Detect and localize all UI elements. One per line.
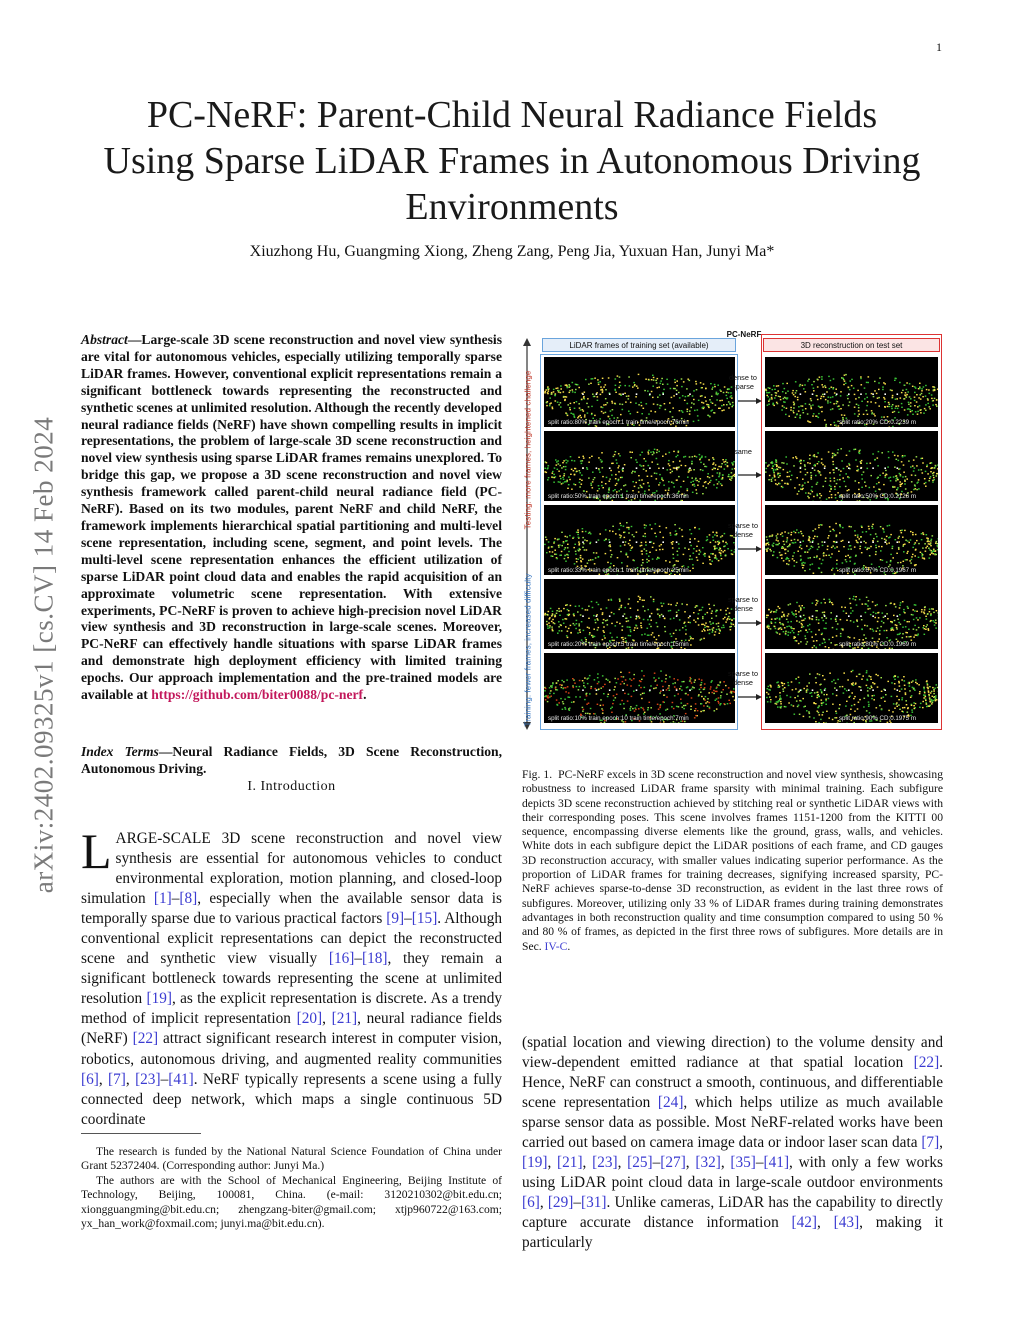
training-reconstruction-image <box>544 653 735 723</box>
training-axis-label: Training: fewer frames, increased difficulty <box>523 573 533 727</box>
right-column-text <box>522 1033 943 1253</box>
training-row-label: split ratio:50% train epoch:1 train time/epoch:36min <box>548 493 689 500</box>
text-run: , especially when the available sensor data is temporally sparse due to various practical factors <box>81 890 502 928</box>
text-run: , <box>685 1154 696 1171</box>
training-header: LiDAR frames of training set (available) <box>542 338 736 352</box>
training-row-label: split ratio:10% train epoch:10 train time/epoch:7min <box>548 715 689 722</box>
abstract <box>81 332 502 704</box>
text-run: – <box>160 1070 169 1088</box>
citation-link[interactable]: [41] <box>763 1154 790 1171</box>
transfer-mode-label: dense to sparse <box>729 373 757 391</box>
drop-cap: L <box>81 823 112 879</box>
text-run: , <box>125 1070 136 1088</box>
citation-link[interactable]: [9] <box>386 910 405 928</box>
training-reconstruction-image <box>544 431 735 501</box>
footnote-rule <box>81 1133 201 1134</box>
transfer-mode-label: sparse to dense <box>727 669 758 687</box>
text-run: . NeRF typically represents a scene using a fully connected deep network, which maps a single continuous 5D coordinate <box>81 1070 503 1128</box>
affiliation-footnote: The authors are with the School of Mechanical Engineering, Beijing Institute of Technology, Beijing, 100081, China. (e-mail: 3120210302@bit.edu.cn; xiongguangming@bit.edu.cn; zhengzang-biter@gmail.com; xtjp960722@163.com; yx_han_work@foxmail.com; junyi.ma@bit.edu.cn). <box>81 1173 502 1231</box>
text-run: – <box>573 1194 581 1211</box>
text-run: , as the explicit representation is discrete. As a trendy method of implicit representation <box>81 990 502 1028</box>
text-run: , neural radiance fields (NeRF) <box>81 1010 502 1048</box>
arxiv-sidebar <box>24 360 64 950</box>
text-run: attract significant research interest in computer vision, robotics, autonomous driving, and augmented reality communities <box>81 1030 502 1068</box>
testing-axis-label: Testing: more frames, heightened challenge <box>523 370 533 530</box>
right-arrow-icon <box>738 471 762 479</box>
text-run: , they remain a significant bottleneck towards representing the scene at unlimited resolution <box>81 950 502 1008</box>
test-row-label: split ratio:67% CD:0.1967 m <box>838 567 916 574</box>
abstract-text: —Large-scale 3D scene reconstruction and novel view synthesis are vital for autonomous vehicles, especially utilizing temporally sparse LiDAR frames. However, conventional explicit representations remain a significant bottleneck towards representing the reconstructed and synthetic scenes at unlimited resolution. Although the recently developed neural radiance fields (NeRF) have shown compelling results in implicit representations, the problem of large-scale 3D scene reconstruction and novel view synthesis using sparse LiDAR frames remains unexplored. To bridge this gap, we propose a 3D scene reconstruction and novel view synthesis framework called parent-child neural radiance field (PC-NeRF). Based on its two modules, parent NeRF and child NeRF, the framework implements hierarchical spatial partitioning and multi-level scene representation, including scene, segment, and point levels. The multi-level scene representation enhances the efficient utilization of sparse LiDAR point cloud data and enables the rapid acquisition of an approximate volumetric scene representation. With extensive experiments, PC-NeRF is proven to achieve high-precision novel LiDAR view synthesis and 3D reconstruction in large-scale scenes. Moreover, PC-NeRF can effectively handle situations with sparse LiDAR frames and demonstrate high deployment efficiency with limited training epochs. Our approach implementation and the pre-trained models are available at <box>81 332 502 703</box>
training-row-label: split ratio:33% train epoch:1 train time/epoch:25min <box>548 567 689 574</box>
test-row-label: split ratio:50% CD:0.2126 m <box>838 493 916 500</box>
text-run: , with only a few works using LiDAR point cloud data in large-scale outdoor environments <box>522 1154 943 1191</box>
caption-label: Fig. 1. <box>522 768 553 781</box>
text-run: , <box>539 1194 548 1211</box>
right-arrow-icon <box>738 397 762 405</box>
training-row-label: split ratio:20% train epoch:5 train time/epoch:15min <box>548 641 689 648</box>
abstract-label: Abstract <box>81 332 128 347</box>
citation-link[interactable]: [35] <box>730 1154 756 1171</box>
citation-link[interactable]: [7] <box>921 1134 940 1151</box>
transfer-mode-label: sparse to dense <box>727 521 758 539</box>
intro-body <box>81 823 503 1128</box>
arxiv-identifier: arXiv:2402.09325v1 [cs.CV] 14 Feb 2024 <box>28 416 59 894</box>
training-reconstruction-image <box>544 357 735 427</box>
pc-nerf-header: PC-NeRF <box>726 330 762 339</box>
test-row-label: split ratio:90% CD:0.1975 m <box>838 715 916 722</box>
test-reconstruction-image <box>765 431 938 501</box>
figure-caption <box>522 768 943 954</box>
citation-link[interactable]: [42] <box>791 1214 818 1231</box>
code-link[interactable]: https://github.com/biter0088/pc-nerf <box>151 687 364 703</box>
citation-link[interactable]: [19] <box>146 990 172 1008</box>
citation-link[interactable]: [21] <box>557 1154 583 1171</box>
caption-end: . <box>567 939 571 953</box>
text-run: , <box>322 1010 332 1028</box>
text-run: , <box>582 1154 593 1171</box>
text-run: – <box>652 1154 661 1171</box>
citation-link[interactable]: [32] <box>695 1154 721 1171</box>
test-row-label: split ratio:20% CD:0.2239 m <box>838 419 916 426</box>
caption-text: PC-NeRF excels in 3D scene reconstruction and novel view synthesis, showcasing robustness to increased LiDAR frame sparsity with minimal training. Each subfigure depicts 3D scene reconstruction achieved by stitching real or synthetic LiDAR views with their corresponding poses. This scene involves frames 1151-1200 from the KITTI 00 sequence, encompassing diverse elements like the ground, grass, walls, and vehicles. White dots in each subfigure depict the LiDAR positions of each frame, and CD gauges 3D reconstruction accuracy, with smaller values indicating superior performance. As the proportion of LiDAR frames for training decreases, signifying increased sparsity, PC-NeRF achieves sparse-to-dense 3D reconstruction, as evident in the last three rows of subfigures. Moreover, utilizing only 33 % of LiDAR frames during training demonstrates advantages in both reconstruction quality and time consumption compared to using 50 % and 80 % of frames, as depicted in the first three rows of subfigures. More details are in Sec. <box>522 768 943 953</box>
text-run: ARGE-SCALE 3D scene reconstruction and novel view synthesis are essential for autonomous vehicles to conduct environmental exploration, motion planning, and closed-loop simulation <box>81 830 502 908</box>
test-reconstruction-image <box>765 505 938 575</box>
right-arrow-icon <box>738 545 762 553</box>
right-arrow-icon <box>738 619 762 627</box>
text-run: – <box>755 1154 764 1171</box>
citation-link[interactable]: [15] <box>411 910 438 928</box>
transfer-mode-label: same <box>734 447 752 456</box>
citation-link[interactable]: [24] <box>657 1094 684 1111</box>
funding-footnote: The research is funded by the National Natural Science Foundation of China under Grant 52372404. (Corresponding author: Junyi Ma.) <box>81 1145 502 1173</box>
citation-link[interactable]: [8] <box>179 890 198 908</box>
citation-link[interactable]: [1] <box>153 890 172 908</box>
test-reconstruction-image <box>765 579 938 649</box>
text-run: , <box>98 1070 109 1088</box>
test-header: 3D reconstruction on test set <box>763 338 940 352</box>
citation-link[interactable]: [7] <box>108 1070 126 1088</box>
transfer-mode-label: sparse to dense <box>727 595 758 613</box>
right-arrow-icon <box>738 693 762 701</box>
text-run: , <box>547 1154 558 1171</box>
training-row-label: split ratio:80% train epoch:1 train time/epoch:76min <box>548 419 689 426</box>
text-run: – <box>171 890 180 908</box>
paper-title: PC-NeRF: Parent-Child Neural Radiance Fields Using Sparse LiDAR Frames in Autonomous Driving Environments <box>103 94 921 228</box>
citation-link[interactable]: [22] <box>132 1030 159 1048</box>
text-run: . Unlike cameras, LiDAR has the capability to directly capture accurate distance information <box>522 1194 943 1231</box>
test-reconstruction-image <box>765 357 938 427</box>
citation-link[interactable]: [31] <box>580 1194 607 1211</box>
text-run: , <box>720 1154 731 1171</box>
author-list: Xiuzhong Hu, Guangming Xiong, Zheng Zang, Peng Jia, Yuxuan Han, Junyi Ma* <box>249 243 775 260</box>
citation-link[interactable]: [25] <box>627 1154 653 1171</box>
text-run: (spatial location and viewing direction) to the volume density and view-dependent emitted radiance at that spatial location <box>522 1034 943 1071</box>
citation-link[interactable]: [43] <box>833 1214 860 1231</box>
citation-link[interactable]: [23] <box>592 1154 618 1171</box>
citation-link[interactable]: [19] <box>522 1154 548 1171</box>
text-run: – <box>404 910 412 928</box>
page-number: 1 <box>936 40 942 54</box>
citation-link[interactable]: [41] <box>168 1070 194 1088</box>
citation-link[interactable]: [20] <box>296 1010 323 1028</box>
citation-link[interactable]: [23] <box>135 1070 161 1088</box>
training-reconstruction-image <box>544 579 735 649</box>
text-run: , which helps utilize as much available sparse sensor data as possible. Most NeRF-related works have been carried out based on camera image data or indoor laser scan data <box>522 1094 943 1151</box>
citation-link[interactable]: [6] <box>522 1194 540 1211</box>
caption-section-link[interactable]: IV-C <box>544 939 568 953</box>
right-body <box>522 1034 943 1251</box>
figure-1 <box>520 330 944 730</box>
citation-link[interactable]: [6] <box>81 1070 99 1088</box>
text-run: , <box>817 1214 834 1231</box>
index-terms-text: —Neural Radiance Fields, 3D Scene Reconstruction, Autonomous Driving. <box>81 744 503 776</box>
text-run: , <box>617 1154 628 1171</box>
citation-link[interactable]: [22] <box>913 1054 940 1071</box>
text-run: . Although conventional explicit representations can depict the reconstructed scene and synthetic view visually <box>81 910 502 968</box>
section-heading: I. Introduction <box>247 779 336 794</box>
citation-link[interactable]: [18] <box>362 950 388 968</box>
citation-link[interactable]: [27] <box>660 1154 686 1171</box>
citation-link[interactable]: [16] <box>328 950 355 968</box>
test-reconstruction-image <box>765 653 938 723</box>
footnotes <box>81 1145 502 1231</box>
training-reconstruction-image <box>544 505 735 575</box>
citation-link[interactable]: [21] <box>331 1010 358 1028</box>
abstract-end: . <box>363 687 367 703</box>
text-run: . Hence, NeRF can construct a smooth, continuous, and differentiable scene representation <box>522 1054 943 1111</box>
index-terms-label: Index Terms <box>81 744 159 759</box>
text-run: , making it particularly <box>522 1214 943 1251</box>
text-run: – <box>354 950 363 968</box>
index-terms <box>81 744 502 778</box>
citation-link[interactable]: [29] <box>547 1194 574 1211</box>
introduction-text <box>81 823 503 1130</box>
test-row-label: split ratio:80% CD:0.1969 m <box>838 641 916 648</box>
text-run: , <box>939 1134 943 1151</box>
